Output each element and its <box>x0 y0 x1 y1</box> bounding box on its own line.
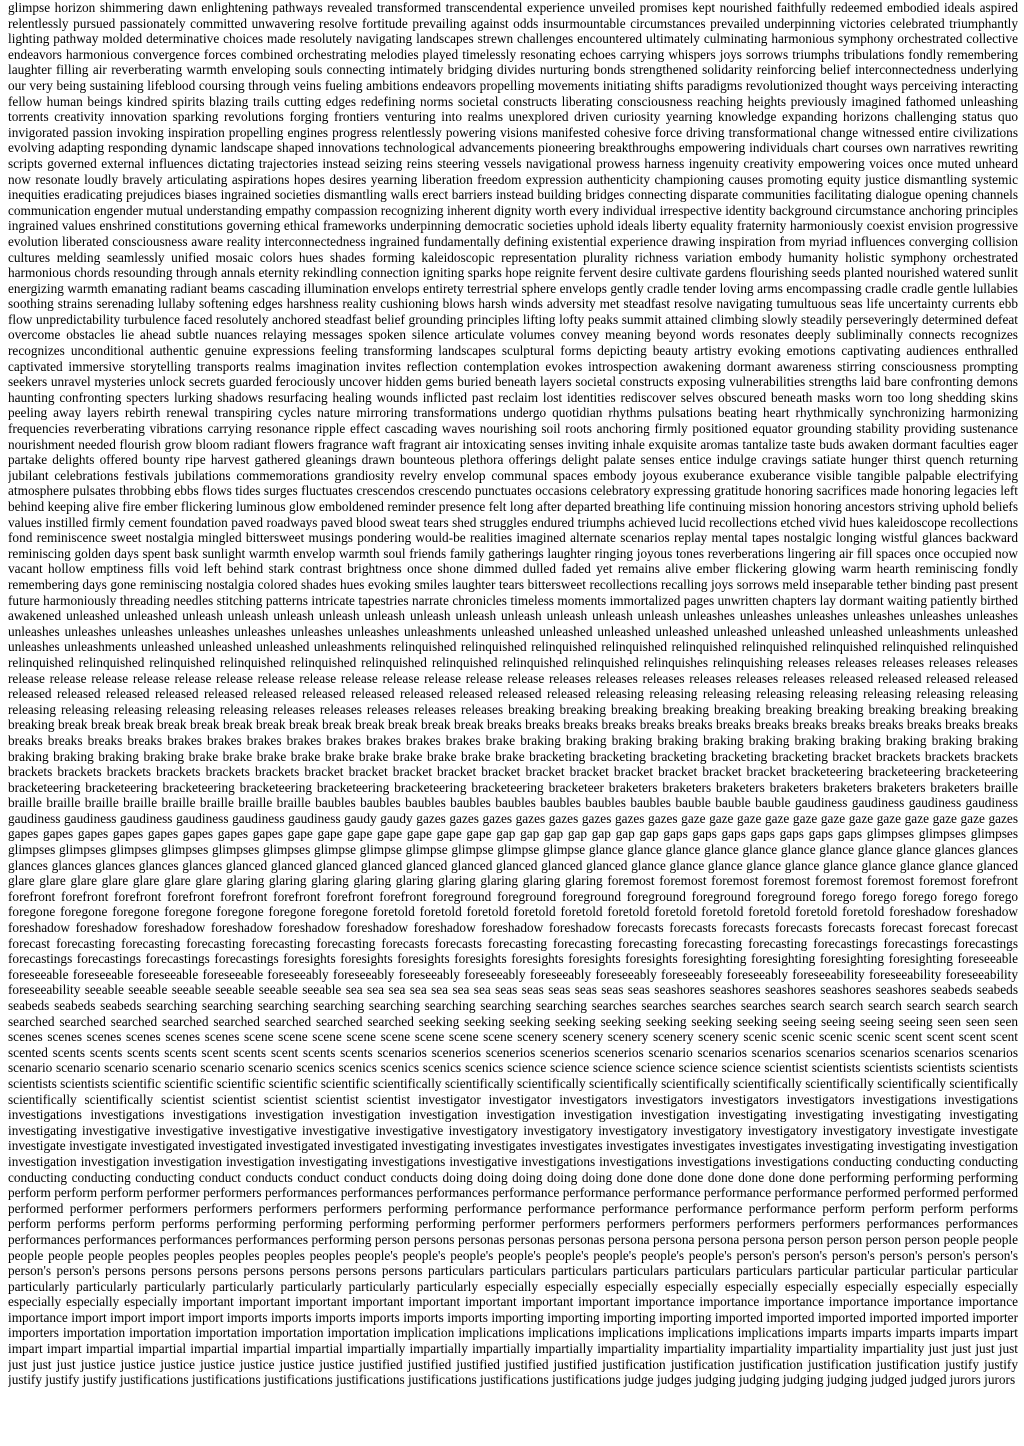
body-text: glimpse horizon shimmering dawn enlightening pathways revealed transformed transcendental experience unveiled promises kept nourished faithfully redeemed embodied ideals aspired relentlessly pursued passionately committed unwavering resolve fortitude prevailing against odds insurmountable circumstances prevailed underpinning victories celebrated triumphantly lighting pathway molded determinative choices made resolutely navigating landscapes strewn challenges encountered ultimately culminating harmonious symphony orchestrated collective endeavors harmonious convergence forces combined orchestrating melodies played timelessly resonating echoes carrying whispers joys sorrows triumphs tribulations fondly remembering laughter filling air reverberating warmth enveloping souls connecting intimately bridging divides nurturing bonds strengthened solidarity reinforcing belief interconnectedness underlying our very being sustaining lifeblood coursing through veins fueling ambitions endeavors propelling movements initiating shifts paradigms revolutionized thought ways perceiving interacting fellow human beings kindred spirits blazing trails cutting edges redefining norms societal constructs liberating consciousness reaching heights previously imagined fathomed unleashing torrents creativity innovation sparking revolutions forging frontiers venturing into realms unexplored driven curiosity yearning knowledge expanding horizons challenging status quo invigorated passion invoking inspiration propelling engines progress relentlessly powering visions manifested cohesive force driving transformational change witnessed entire civilizations evolving adapting responding dynamic landscape shaped innovations technological advancements pioneering breakthroughs empowering individuals chart courses own narratives rewriting scripts governed external influences dictating trajectories instead seizing reins steering vessels navigational prowess harness ingenuity creativity empowering voices once muted unheard now resonate loudly bravely articulating aspirations hopes desires yearning liberation freedom expression authenticity championing causes promoting equity justice dismantling systemic inequities eradicating prejudices biases ingrained societies dismantling walls erect barriers instead building bridges connecting disparate communities facilitating dialogue opening channels communication engender mutual understanding empathy compassion recognizing inherent dignity worth every individual irrespective identity background circumstance anchoring principles ingrained values enshrined constitutions governing ethical frameworks underpinning democratic societies uphold ideals liberty equality fraternity harmoniously coexist envision progressive evolution liberated consciousness aware reality interconnectedness ingrained fundamentally defining existential experience drawing inspiration from myriad influences converging collision cultures melding seamlessly unified mosaic colors hues shades forming kaleidoscopic representation plurality richness variation embody humanity holistic symphony orchestrated harmonious chords resounding through annals eternity rekindling connection igniting sparks hope reignite fervent desire cultivate gardens flourishing seeds planted nourished watered sunlit energizing warmth emanating radiant beams cascading illumination envelops entirety terrestrial sphere envelops gently cradle tender loving arms encompassing cradle cradle gentle lullabies soothing strains serenading lullaby softening edges harshness reality cushioning blows harsh winds adversity met steadfast resolve navigating tumultuous seas life uncertainty currents ebb flow unpredictability turbulence faced resolutely anchored steadfast belief grounding principles lifting lofty peaks summit attained climbing slowly steadily perseveringly determined defeat overcome obstacles lie ahead subtle nuances relaying messages spoken silence articulate volumes convey meaning beyond words resonates deeply subliminally connects recognizes recognizes unconditional authentic genuine expressions feeling transforming landscapes sculptural forms depicting beauty artistry evoking emotions captivating audiences enthralled captivated immersive storytelling transports realms imagination invites reflection contemplation evokes introspection awakening dormant awareness stirring consciousness prompting seekers unravel mysteries unlock secrets guarded ferociously uncover hidden gems buried beneath layers societal constructs exposing vulnerabilities strengths laid bare confronting demons haunting confronting specters lurking shadows resurfacing healing wounds inflicted past reclaim lost identities rediscover selves obscured beneath masks worn too long shedding skins peeling away layers rebirth renewal transpiring cycles nature mirroring transformations undergo quotidian rhythms pulsations beating heart rhythmically synchronizing harmonizing frequencies reverberating vibrations carrying resonance ripple effect cascading waves nourishing soil roots anchoring firmly positioned equator grounding stability providing sustenance nourishment needed flourish grow bloom radiant flowers fragrance waft fragrant air intoxicating senses inviting inhale exquisite aromas tantalize taste buds awaken dormant faculties eager partake delights offered bounty ripe harvest gathered gleanings drawn bounteous plethora offerings delight palate senses entice indulge cravings satiate hunger thirst quench returning jubilant celebrations festivals jubilations commemorations grandiosity revelry envelop communal spaces embody joyous exuberance exuberance visible tangible palpable electrifying atmosphere pulsates throbbing ebbs flows tides surges fluctuates crescendos crescendo punctuates occasions celebratory expressing gratitude honoring sacrifices made honoring legacies left behind keeping alive fire ember flickering luminous glow emboldened reminder presence felt long after departed breathing life continuing mission honoring ancestors striving uphold beliefs values instilled firmly cement foundation paved roadways paved blood sweat tears shed struggles endured triumphs achieved lucid recollections etched vivid hues kaleidoscope recollections fond reminiscence sweet nostalgia mingled bittersweet musings pondering would-be realities imagined alternate scenarios replay mental tapes nostalgic longing wistful glances backward reminiscing golden days spent bask sunlight warmth envelop warmth soul friends family gatherings laughter ringing joyous tones reverberations lingering air fill spaces once occupied now vacant hollow emptiness fills void left behind stark contrast brightness once shone dimmed dulled faded yet remains alive ember flickering glowing warm hearth reminiscing fondly remembering days gone reminiscing nostalgia colored shades hues evoking smiles laughter tears bittersweet recollections recalling joys sorrows meld inseparable tether binding past present future harmoniously threading needles stitching patterns intricate tapestries narrate chronicles timeless moments immortalized pages unwritten chapters lay dormant waiting patiently birthed awakened unleashed unleashed unleash unleash unleash unleash unleash unleash unleash unleash unleash unleash unleash unleashes unleashes unleashes unleashes unleashes unleashes unleashes unleashes unleashes unleashes unleashes unleashes unleashes unleashments unleashed unleashed unleashed unleashed unleashed unleashed unleashed unleashments unleashed unleashes unleashments unleashed unleashed unleashed unleashments relinquished relinquished relinquished relinquished relinquished relinquished relinquished relinquished relinquished relinquished relinquished relinquished relinquished relinquished relinquished relinquished relinquished relinquished relinquishes relinquishing releases releases releases releases releases release release release release release release release release release release release release release releases releases releases releases releases releases released released released released released released released released released released released released released released released released releasing releasing releasing releasing releasing releasing releasing releasing releasing releasing releasing releasing releasing releases releases releases releases releases breaking breaking breaking breaking breaking breaking breaking breaking breaking breaking breaking break break break break break break break break break break break break break breaks breaks breaks breaks breaks breaks breaks breaks breaks breaks breaks breaks breaks breaks breaks breaks breaks breaks brakes brakes brakes brakes brakes brakes brakes brakes brake braking braking braking braking braking braking braking braking braking braking braking braking braking braking braking brake brake brake brake brake brake brake brake brake brake bracketing bracketing bracketing bracketing bracketing bracket brackets brackets brackets brackets brackets brackets brackets brackets brackets bracket bracket bracket bracket bracket bracket bracket bracket bracket bracket bracket bracketeering bracketeering bracketeering bracketeering bracketeering bracketeering bracketeering bracketeering bracketeering bracketeering bracketeer braketers braketers braketers braketers braketers braketers braketers braille braille braille braille braille braille braille braille braille baubles baubles baubles baubles baubles baubles baubles baubles bauble bauble bauble gaudiness gaudiness gaudiness gaudiness gaudiness gaudiness gaudiness gaudiness gaudiness gaudiness gaudy gaudy gazes gazes gazes gazes gazes gazes gazes gazes gaze gaze gaze gaze gaze gaze gaze gaze gaze gaze gaze gazes gapes gapes gapes gapes gapes gapes gapes gapes gape gape gape gape gape gape gape gap gap gap gap gap gap gap gaps gaps gaps gaps gaps gaps gaps glimpses glimpses glimpses glimpses glimpses glimpses glimpses glimpses glimpses glimpse glimpse glimpse glimpse glimpse glimpse glance glance glance glance glance glance glance glance glance glances glances glances glances glances glances glances glanced glanced glanced glanced glanced glanced glanced glanced glanced glance glance glance glance glance glance glance glance glance glanced glare glare glare glare glare glare glare glaring glaring glaring glaring glaring glaring glaring glaring glaring foremost foremost foremost foremost foremost foremost foremost forefront forefront forefront forefront forefront forefront forefront forefront forefront foreground foreground foreground foreground foreground foreground forego forego forego forego forego foregone foregone foregone foregone foregone foregone foregone foretold foretold foretold foretold foretold foretold foretold foretold foretold foretold foretold foreshadow foreshadow foreshadow foreshadow foreshadow foreshadow foreshadow foreshadow foreshadow foreshadow foreshadow forecasts forecasts forecasts forecasts forecasts forecast forecast forecast forecast forecasting forecasting forecasting forecasting forecasting forecasts forecasts forecasting forecasting forecasting forecasting forecasting forecastings forecastings forecastings forecastings forecastings forecastings forecastings foresights foresights foresights foresights foresights foresights foresights foresighting foresighting foresighting foresighting foreseeable foreseeable foreseeable foreseeable foreseeable foreseeably foreseeably foreseeably foreseeably foreseeably foreseeably foreseeably foreseeably foreseeability foreseeability foreseeability foreseeability seeable seeable seeable seeable seeable seeable sea sea sea sea sea sea sea seas seas seas seas seas seas seashores seashores seashores seashores seashores seabeds seabeds seabeds seabeds seabeds searching searching searching searching searching searching searching searching searches searches searches searches search search search search search search searched searched searched searched searched searched searched searched seeking seeking seeking seeking seeking seeking seeking seeking seeing seeing seeing seeing seen seen seen scenes scenes scenes scenes scenes scenes scene scene scene scene scene scene scene scene scenery scenery scenery scenery scenery scenic scenic scenic scenic scent scent scent scent scented scents scents scents scents scent scents scent scents scents scenarios scenerios scenerios scenerios scenerios scenario scenarios scenarios scenarios scenarios scenarios scenarios scenario scenario scenario scenario scenario scenario scenics scenics scenics scenics scenics science science science science science science scientist scientists scientists scientists scientists scientists scientists scientific scientific scientific scientific scientific scientifically scientifically scientifically scientifically scientifically scientifically scientifically scientifically scientifically scientifically scientifically scientist scientist scientist scientist scientist investigator investigator investigators investigators investigators investigators investigations investigations investigations investigations investigations investigation investigation investigation investigation investigation investigation investigating investigating investigating investigating investigating investigative investigative investigative investigative investigative investigatory investigatory investigatory investigatory investigatory investigatory investigate investigate investigate investigate investigated investigated investigated investigated investigating investigates investigates investigates investigates investigates investigating investigating investigation investigation investigation investigation investigation investigating investigations investigative investigations investigations investigations investigations conducting conducting conducting conducting conducting conducting conduct conducts conduct conduct conducts doing doing doing doing doing done done done done done done done performing performing performing perform perform perform performer performers performances performances performances performance performance performance performance performance performed performed performed performed performer performers performers performers performers performing performance performance performance performance performance perform perform perform performs perform performs perform performs performing performing performing performing performer performers performers performers performers performers performances performances performances performances performances performances performing person persons personas personas personas persona persona persona persona person person person person people people people people people peoples peoples peoples peoples peoples people's people's people's people's people's people's people's people's person's person's person's person's person's person's person's person's persons persons persons persons persons persons persons particulars particulars particulars particulars particulars particulars particular particular particular particular particularly particularly particularly particularly particularly particularly particularly especially especially especially especially especially especially especially especially especially especially especially especially important important important important important important important important importance importance importance importance importance importance importance import import import import imports imports imports imports imports imports importing importing importing importing imported imported imported imported imported importer importers importation importation importation importation importation implication implications implications implications implications implications imparts imparts imparts imparts impart impart impart impartial impartial impartial impartial impartial impartially impartially impartially impartially impartiality impartiality impartiality impartiality impartiality just just just just just just just justice justice justice justice justice justice justice justified justified justified justified justified justification justification justification justification justification justify justify justify justify justify justifications justifications justifications justifications justifications justifications justifications judge judges judging judging judging judging judged judged jurors jurors <box>8 0 1018 1388</box>
